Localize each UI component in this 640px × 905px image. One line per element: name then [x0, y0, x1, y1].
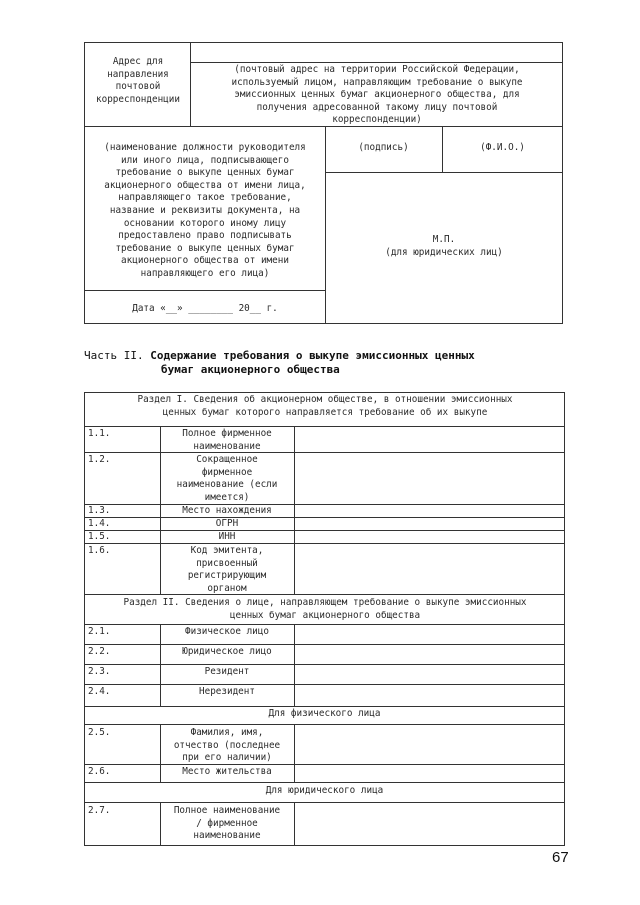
row-label-2-2: Юридическое лицо [182, 646, 272, 657]
individual-header: Для физического лица [268, 708, 381, 719]
row-num-1-5: 1.5. [88, 531, 111, 542]
table-rule [294, 724, 295, 782]
seal-label: М.П. (для юридических лиц) [385, 234, 503, 258]
row-num-1-4: 1.4. [88, 518, 111, 529]
row-num-1-3: 1.3. [88, 505, 111, 516]
table-rule [84, 504, 565, 505]
form-divider [190, 42, 191, 126]
table-rule [294, 624, 295, 706]
table-rule [84, 802, 565, 803]
row-label-2-5: Фамилия, имя, отчество (последнее при его наличии) [173, 727, 281, 764]
table-rule [84, 684, 565, 685]
table-rule [84, 724, 565, 725]
form-divider [325, 126, 326, 324]
fio-label: (Ф.И.О.) [480, 142, 525, 153]
table-rule [84, 782, 565, 783]
row-label-1-1: Полное фирменное наименование [182, 428, 272, 452]
form-divider [190, 62, 562, 63]
form-divider [325, 172, 563, 173]
table-rule [294, 802, 295, 846]
row-num-1-2: 1.2. [88, 454, 111, 465]
row-num-2-3: 2.3. [88, 666, 111, 677]
part2-title-line1: Содержание требования о выкупе эмиссионных ценных [150, 349, 475, 362]
row-label-1-4: ОГРН [215, 518, 239, 529]
table-rule [84, 426, 565, 427]
row-num-1-6: 1.6. [88, 545, 111, 556]
table-rule [84, 624, 565, 625]
row-num-2-2: 2.2. [88, 646, 111, 657]
part2-title-line2: бумаг акционерного общества [161, 363, 340, 376]
row-label-2-3: Резидент [204, 666, 250, 677]
row-num-1-1: 1.1. [88, 428, 111, 439]
section1-header: Раздел I. Сведения об акционерном обществе, в отношении эмиссионных ценных бумаг которого направляется требование об их выкупе [137, 394, 513, 418]
row-label-1-6: Код эмитента, присвоенный регистрирующим органом [187, 545, 267, 594]
row-num-2-5: 2.5. [88, 727, 111, 738]
row-num-2-4: 2.4. [88, 686, 111, 697]
table-rule [84, 764, 565, 765]
table-rule [84, 664, 565, 665]
address-note: (почтовый адрес на территории Российской Федерации, используемый лицом, направляющим требование о выкупе эмиссионных ценных бумаг акционерного общества, для получения адресованной такому лицу почтовой корреспонденции) [231, 64, 523, 126]
table-rule [84, 644, 565, 645]
address-label: Адрес для направления почтовой корреспонденции [96, 56, 180, 105]
row-num-2-7: 2.7. [88, 805, 111, 816]
table-rule [84, 452, 565, 453]
table-rule [84, 517, 565, 518]
row-label-1-3: Место нахождения [182, 505, 272, 516]
row-num-2-6: 2.6. [88, 766, 111, 777]
part2-heading [84, 349, 564, 377]
table-rule [84, 543, 565, 544]
row-num-2-1: 2.1. [88, 626, 111, 637]
position-note: (наименование должности руководителя или иного лица, подписывающего требование о выкупе ценных бумаг акционерного общества от имени лица, направляющего такое требование, название и реквизиты документа, на основании которого иному лицу предоставлено право подписывать требование о выкупе ценных бумаг акционерного общества от имени направляющего его лица) [104, 142, 306, 279]
row-label-2-6: Место жительства [182, 766, 272, 777]
form-divider [84, 290, 325, 291]
table-rule [84, 530, 565, 531]
legal-header: Для юридического лица [265, 785, 384, 796]
part2-prefix: Часть II. [84, 349, 144, 362]
row-label-1-5: ИНН [218, 531, 236, 542]
row-label-2-4: Нерезидент [199, 686, 255, 697]
section2-header: Раздел II. Сведения о лице, направляющем требование о выкупе эмиссионных ценных бумаг акционерного общества [123, 597, 527, 621]
signature-label: (подпись) [358, 142, 409, 153]
date-line: Дата «__» ________ 20__ г. [132, 303, 278, 314]
row-label-1-2: Сокращенное фирменное наименование (если имеется) [176, 454, 278, 503]
table-rule [84, 594, 565, 595]
row-label-2-7: Полное наименование / фирменное наименование [173, 805, 281, 842]
table-rule [84, 706, 565, 707]
page-number: 67 [552, 849, 569, 866]
row-label-2-1: Физическое лицо [185, 626, 269, 637]
